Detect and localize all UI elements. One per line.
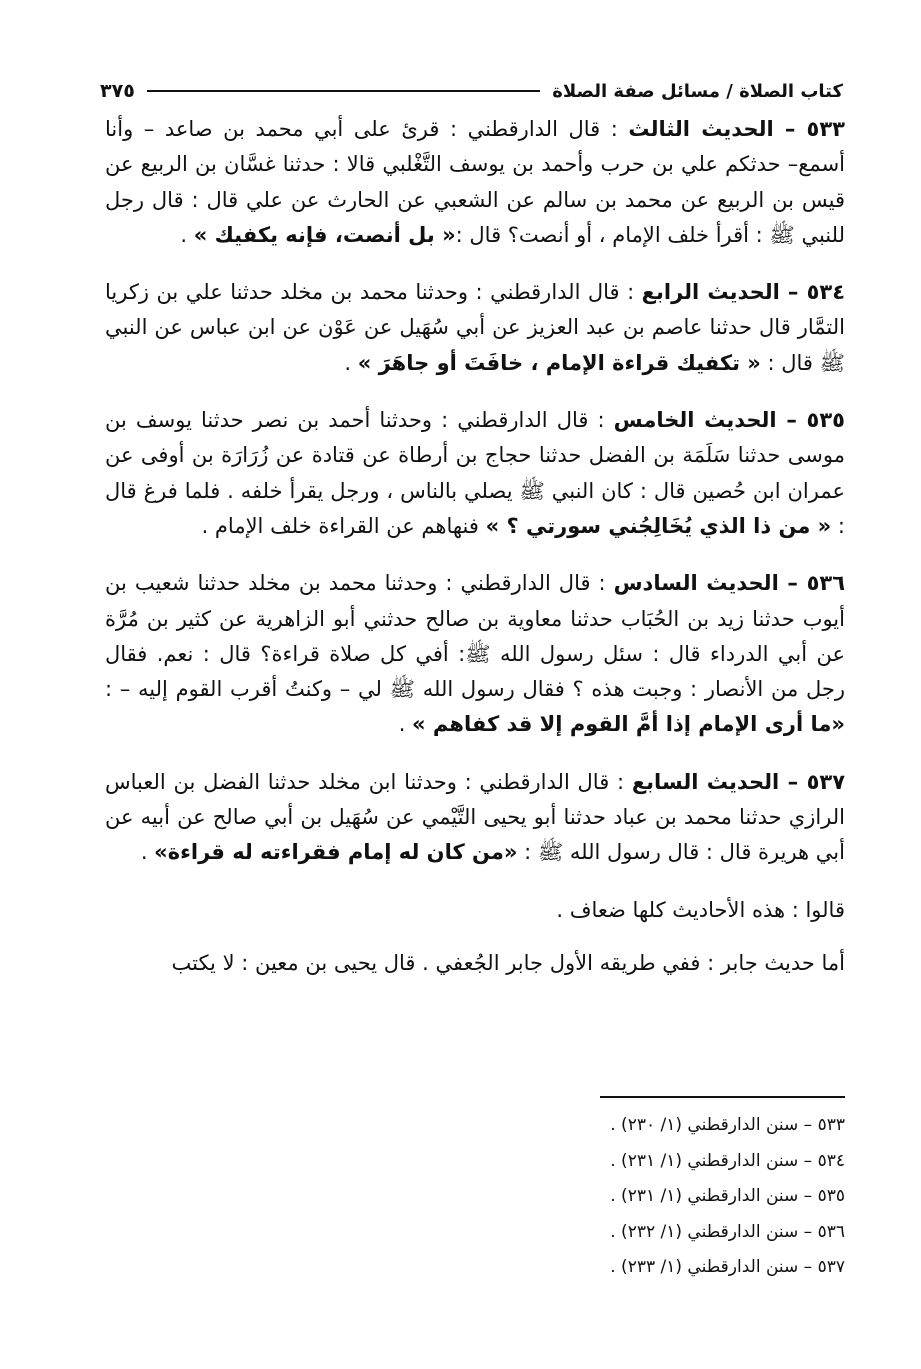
footnote: ٥٣٦ – سنن الدارقطني (١/ ٢٣٢) . — [610, 1221, 845, 1242]
hadith-number: ٥٣٥ – — [776, 408, 845, 433]
hadith-heading: الحديث السادس — [613, 571, 779, 596]
hadith-tail: فنهاهم عن القراءة خلف الإمام . — [201, 513, 486, 538]
hadith-tail: . — [180, 222, 194, 247]
hadith-number: ٥٣٧ – — [779, 769, 846, 794]
page-number: ٣٧٥ — [100, 80, 135, 102]
hadith-number: ٥٣٣ – — [773, 117, 845, 141]
hadith-quote: « من ذا الذي يُخَالِجُني سورتي ؟ » — [485, 513, 832, 538]
hadith-text: : قال الدارقطني : قرئ على أبي محمد بن صاعد – وأنا أسمع– حدثكم علي بن حرب وأحمد بن يوسف التَّغْلبي قالا : حدثنا غسَّان بن الربيع عن قيس بن الربيع عن محمد بن سالم عن الشعبي عن الحارث عن علي قال : قال رجل للنبي ﷺ : أقرأ خلف الإمام ، أو أنصت؟ قال : — [105, 117, 845, 247]
hadith-heading: الحديث الخامس — [613, 408, 777, 433]
footnote-separator — [600, 1096, 845, 1098]
hadith-paragraph — [105, 112, 845, 253]
continuation-line: أما حديث جابر : ففي طريقه الأول جابر الجُعفي . قال يحيى بن معين : لا يكتب — [171, 950, 845, 975]
footnote: ٥٣٤ – سنن الدارقطني (١/ ٢٣١) . — [610, 1150, 845, 1171]
hadith-tail: . — [344, 350, 358, 375]
main-text — [105, 112, 845, 999]
hadith-quote: « بل أنصت، فإنه يكفيك » — [193, 222, 456, 247]
header-title: كتاب الصلاة / مسائل صفة الصلاة — [552, 80, 843, 102]
footnotes — [345, 1108, 845, 1286]
header-rule — [147, 90, 540, 92]
hadith-tail: . — [398, 712, 413, 737]
footnote: ٥٣٧ – سنن الدارقطني (١/ ٢٣٣) . — [610, 1257, 845, 1277]
hadith-paragraph — [105, 566, 845, 742]
footnote: ٥٣٥ – سنن الدارقطني (١/ ٢٣١) . — [610, 1186, 845, 1206]
hadith-quote: «ما أرى الإمام إذا أمَّ القوم إلا قد كفاهم » — [412, 712, 845, 737]
hadith-text: : قال الدارقطني : وحدثنا أحمد بن نصر حدثنا يوسف بن موسى حدثنا سَلَمَة بن الفضل حدثنا حجاج بن أرطاة عن قتادة عن زُرَارَة بن أوفى عن عمران ابن حُصين قال : كان النبي ﷺ يصلي بالناس ، ورجل يقرأ خلفه . فلما فرغ قال : — [105, 408, 845, 538]
hadith-quote: « تكفيك قراءة الإمام ، خافَتَ أو جاهَرَ » — [357, 350, 761, 375]
hadith-heading: الحديث الرابع — [641, 280, 780, 305]
hadith-number: ٥٣٤ – — [779, 280, 846, 305]
running-header — [100, 76, 843, 106]
hadith-tail: . — [140, 840, 155, 865]
hadith-text: : قال الدارقطني : وحدثنا محمد بن مخلد حدثنا علي بن زكريا التمَّار قال حدثنا عاصم بن عبد العزيز عن أبي سُهَيل عن عَوْن عن ابن عباس عن النبي ﷺ قال : — [105, 280, 845, 375]
hadith-quote: «من كان له إمام فقراءته له قراءة» — [154, 840, 518, 865]
hadith-text: : قال الدارقطني : وحدثنا محمد بن مخلد حدثنا شعيب بن أيوب حدثنا زيد بن الحُبَاب حدثنا معاوية بن صالح حدثني أبو الزاهرية عن كثير بن مُرَّة عن أبي الدرداء قال : سئل رسول الله ﷺ: أفي كل صلاة قراءة؟ قال : نعم. فقال رجل من الأنصار : وجبت هذه ؟ فقال رسول الله ﷺ لي – وكنتُ أقرب القوم إليه – : — [105, 571, 845, 702]
conclusion-line: قالوا : هذه الأحاديث كلها ضعاف . — [556, 897, 845, 922]
hadith-paragraph — [105, 275, 845, 381]
hadith-text: : قال الدارقطني : وحدثنا ابن مخلد حدثنا الفضل بن العباس الرازي حدثنا محمد بن عباد حدثنا أبو يحيى التَّيْمي عن سُهَيل بن أبي صالح عن أبيه عن أبي هريرة قال : قال رسول الله ﷺ : — [105, 769, 845, 865]
hadith-heading: الحديث السابع — [631, 769, 780, 794]
hadith-number: ٥٣٦ – — [778, 571, 846, 596]
hadith-paragraph — [105, 403, 845, 544]
hadith-heading: الحديث الثالث — [628, 117, 774, 141]
hadith-paragraph — [105, 765, 845, 871]
footnote: ٥٣٣ – سنن الدارقطني (١/ ٢٣٠) . — [610, 1115, 845, 1135]
